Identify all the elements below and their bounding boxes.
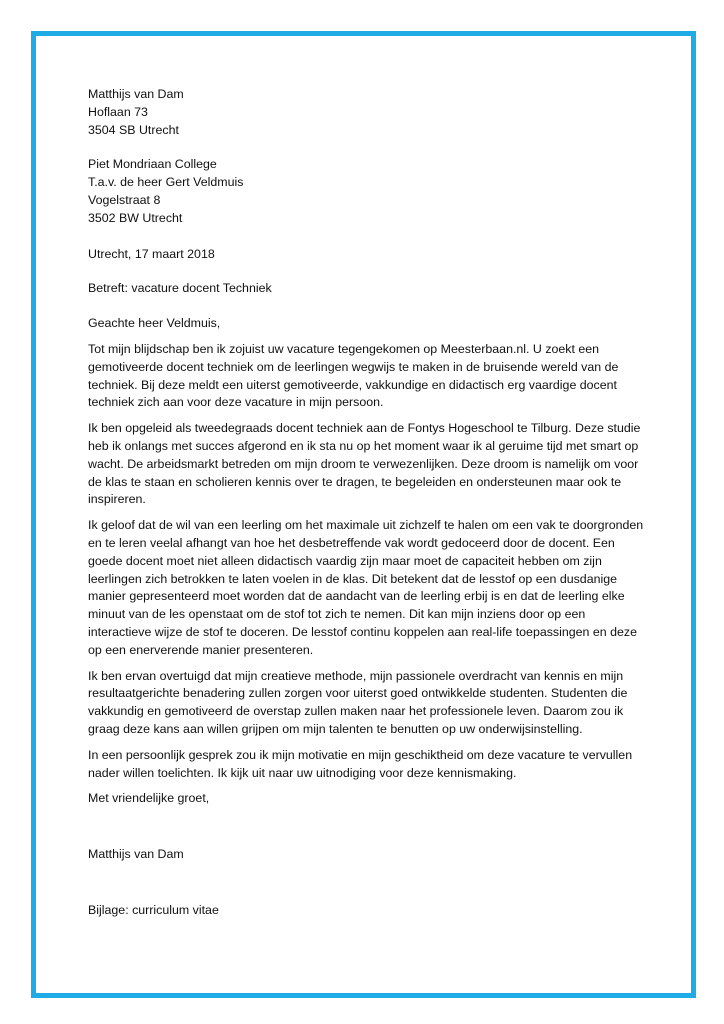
paragraph-intro: Tot mijn blijdschap ben ik zojuist uw vacature tegengekomen op Meesterbaan.nl. U zoekt een gemotiveerde docent techniek om de leerlingen wegwijs te maken in de bruisende wereld van de techniek. Bij deze meldt een uiterst gemotiveerde, vakkundige en didactisch erg vaardige docent techniek zich aan voor deze vacature in mijn persoon. bbox=[88, 341, 619, 410]
paragraph-vision: Ik geloof dat de wil van een leerling om het maximale uit zichzelf te halen om een vak te doorgronden en te leren veelal afhangt van hoe het desbetreffende vak wordt gedoceerd door de docent. Een goede docent moet niet alleen didactisch vaardig zijn maar moet de capaciteit hebben om zijn leerlingen zich betrokken te laten voelen in de klas. Dit betekent dat de lesstof op een dusdanige manier gepresenteerd moet worden dat de aandacht van de leerling erbij is en dat de leerling elke minuut van de les openstaat om de stof tot zich te nemen. Dit kan mijn inziens door op een interactieve wijze de stof te doceren. De lesstof continu koppelen aan real-life toepassingen en deze op een enerverende manier presenteren. bbox=[88, 518, 644, 657]
recipient-address bbox=[88, 156, 648, 227]
signature-name: Matthijs van Dam bbox=[88, 847, 184, 862]
sender-name: Matthijs van Dam bbox=[88, 87, 184, 101]
paragraph-conviction: Ik ben ervan overtuigd dat mijn creatieve methode, mijn passionele overdracht van kennis en mijn resultaatgerichte benadering zullen zorgen voor uiterst goed ontwikkelde studenten. Studenten die vakkundig en gemotiveerd de overstap zullen maken naar het professionele leven. Daarom zou ik graag deze kans aan willen grijpen om mijn talenten te benutten op uw onderwijsinstelling. bbox=[88, 668, 628, 736]
closing-greeting: Met vriendelijke groet, bbox=[88, 791, 210, 806]
recipient-attention: T.a.v. de heer Gert Veldmuis bbox=[88, 175, 244, 190]
attachment-line: Bijlage: curriculum vitae bbox=[88, 902, 219, 917]
recipient-postal-city: 3502 BW Utrecht bbox=[88, 210, 183, 225]
paragraph-education: Ik ben opgeleid als tweedegraads docent techniek aan de Fontys Hogeschool te Tilburg. Deze studie heb ik onlangs met succes afgerond en ik sta nu op het moment waar ik al geruime tijd met smart op wacht. De arbeidsmarkt betreden om mijn droom te verwezenlijken. Deze droom is namelijk om voor de klas te staan en scholieren kennis over te dragen, te begeleiden en ondersteunen maar ook te inspireren. bbox=[88, 421, 641, 507]
subject-line: Betreft: vacature docent Techniek bbox=[88, 281, 272, 296]
recipient-street: Vogelstraat 8 bbox=[88, 192, 161, 207]
recipient-organization: Piet Mondriaan College bbox=[88, 157, 217, 172]
paragraph-closing-request: In een persoonlijk gesprek zou ik mijn motivatie en mijn geschiktheid om deze vacature te vervullen nader willen toelichten. Ik kijk uit naar uw uitnodiging voor deze kennismaking. bbox=[88, 747, 633, 780]
letter-body bbox=[88, 86, 648, 920]
salutation: Geachte heer Veldmuis, bbox=[88, 316, 221, 331]
sender-street: Hoflaan 73 bbox=[88, 104, 148, 119]
sender-postal-city: 3504 SB Utrecht bbox=[88, 122, 179, 137]
date-line: Utrecht, 17 maart 2018 bbox=[88, 246, 215, 261]
sender-address bbox=[88, 86, 648, 139]
